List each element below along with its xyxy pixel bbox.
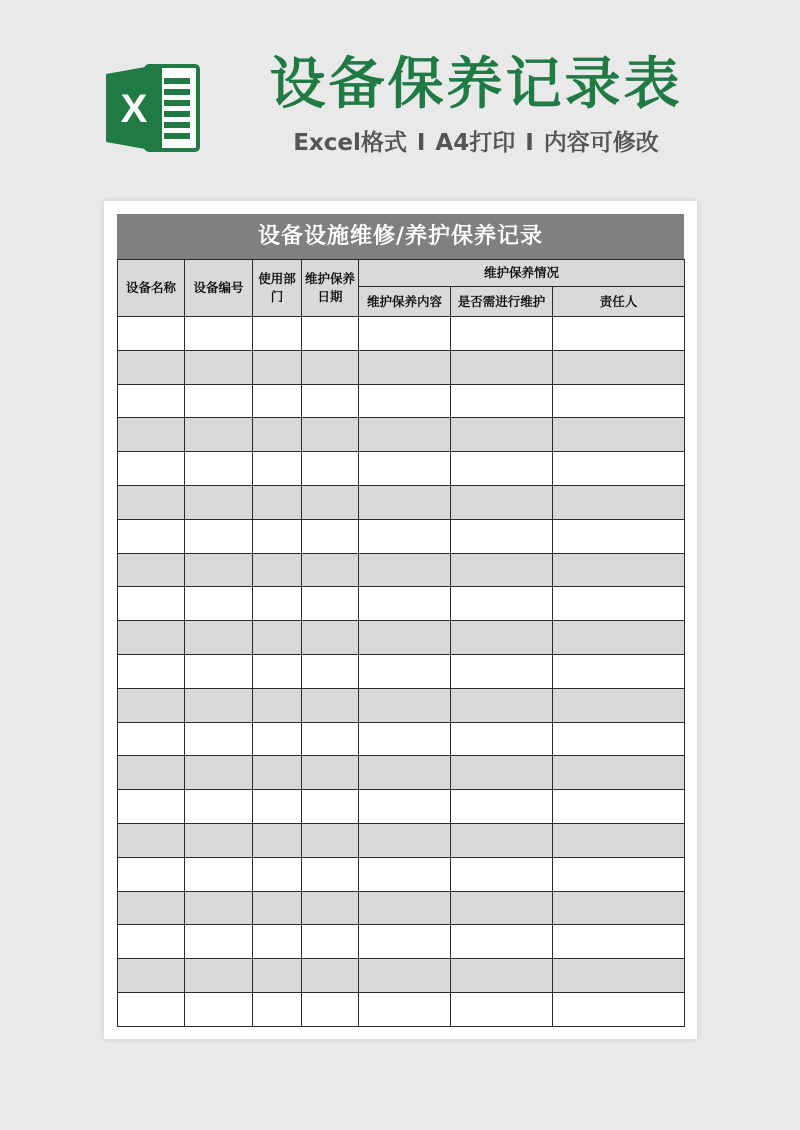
table-row	[118, 688, 685, 722]
table-cell[interactable]	[359, 317, 451, 351]
table-cell[interactable]	[359, 587, 451, 621]
table-cell[interactable]	[553, 688, 685, 722]
table-row	[118, 317, 685, 351]
table-cell[interactable]	[118, 688, 185, 722]
table-cell[interactable]	[185, 384, 253, 418]
table-cell[interactable]	[359, 688, 451, 722]
table-cell[interactable]	[302, 959, 359, 993]
table-cell[interactable]	[185, 553, 253, 587]
table-cell[interactable]	[118, 519, 185, 553]
table-cell[interactable]	[253, 485, 302, 519]
table-cell[interactable]	[118, 823, 185, 857]
table-cell[interactable]	[359, 553, 451, 587]
table-cell[interactable]	[185, 823, 253, 857]
table-cell[interactable]	[359, 925, 451, 959]
table-cell[interactable]	[451, 857, 553, 891]
table-cell[interactable]	[451, 992, 553, 1026]
table-cell[interactable]	[302, 992, 359, 1026]
table-row	[118, 384, 685, 418]
table-cell[interactable]	[253, 587, 302, 621]
table-cell[interactable]	[553, 823, 685, 857]
table-cell[interactable]	[118, 722, 185, 756]
table-cell[interactable]	[451, 519, 553, 553]
table-cell[interactable]	[185, 452, 253, 486]
table-cell[interactable]	[118, 418, 185, 452]
table-row	[118, 925, 685, 959]
table-row	[118, 621, 685, 655]
table-cell[interactable]	[302, 317, 359, 351]
table-cell[interactable]	[302, 418, 359, 452]
table-cell[interactable]	[553, 959, 685, 993]
table-cell[interactable]	[359, 891, 451, 925]
table-cell[interactable]	[553, 790, 685, 824]
subtitle-editable: 内容可修改	[543, 130, 659, 156]
table-cell[interactable]	[253, 519, 302, 553]
table-cell[interactable]	[253, 925, 302, 959]
table-cell[interactable]	[118, 891, 185, 925]
table-cell[interactable]	[553, 992, 685, 1026]
table-cell[interactable]	[451, 418, 553, 452]
table-row	[118, 519, 685, 553]
table-cell[interactable]	[451, 959, 553, 993]
table-cell[interactable]	[185, 317, 253, 351]
table-cell[interactable]	[302, 587, 359, 621]
table-row	[118, 418, 685, 452]
table-cell[interactable]	[302, 891, 359, 925]
table-cell[interactable]	[185, 925, 253, 959]
column-header-need-repair: 是否需进行维护	[451, 287, 553, 317]
table-cell[interactable]	[253, 790, 302, 824]
table-cell[interactable]	[253, 756, 302, 790]
table-cell[interactable]	[451, 587, 553, 621]
table-cell[interactable]	[185, 519, 253, 553]
table-row	[118, 823, 685, 857]
column-header-device-name: 设备名称	[118, 260, 185, 317]
table-cell[interactable]	[451, 317, 553, 351]
table-cell[interactable]	[359, 790, 451, 824]
document-page	[104, 201, 697, 1039]
table-cell[interactable]	[253, 350, 302, 384]
table-cell[interactable]	[118, 621, 185, 655]
table-cell[interactable]	[253, 317, 302, 351]
subtitle-format: Excel格式	[293, 130, 407, 156]
table-cell[interactable]	[451, 485, 553, 519]
table-cell[interactable]	[253, 959, 302, 993]
table-cell[interactable]	[185, 756, 253, 790]
table-cell[interactable]	[359, 452, 451, 486]
table-row	[118, 485, 685, 519]
subtitle-print: A4打印	[435, 130, 516, 156]
table-cell[interactable]	[253, 418, 302, 452]
table-cell[interactable]	[302, 756, 359, 790]
table-cell[interactable]	[302, 350, 359, 384]
table-cell[interactable]	[118, 317, 185, 351]
table-cell[interactable]	[302, 925, 359, 959]
table-cell[interactable]	[553, 384, 685, 418]
table-cell[interactable]	[553, 891, 685, 925]
table-cell[interactable]	[185, 485, 253, 519]
table-cell[interactable]	[451, 621, 553, 655]
table-row	[118, 587, 685, 621]
table-cell[interactable]	[359, 654, 451, 688]
table-cell[interactable]	[553, 485, 685, 519]
table-cell[interactable]	[118, 959, 185, 993]
table-cell[interactable]	[451, 756, 553, 790]
table-row	[118, 350, 685, 384]
table-row	[118, 756, 685, 790]
table-cell[interactable]	[359, 519, 451, 553]
table-cell[interactable]	[118, 553, 185, 587]
table-cell[interactable]	[359, 722, 451, 756]
table-cell[interactable]	[553, 350, 685, 384]
table-cell[interactable]	[553, 756, 685, 790]
excel-icon	[104, 58, 204, 158]
table-cell[interactable]	[359, 857, 451, 891]
table-row	[118, 452, 685, 486]
column-header-use-dept: 使用部门	[253, 260, 302, 317]
table-cell[interactable]	[302, 452, 359, 486]
page-subtitle	[256, 126, 696, 160]
table-cell[interactable]	[185, 621, 253, 655]
table-row	[118, 992, 685, 1026]
table-cell[interactable]	[553, 722, 685, 756]
table-cell[interactable]	[553, 418, 685, 452]
table-cell[interactable]	[451, 688, 553, 722]
table-cell[interactable]	[359, 485, 451, 519]
table-cell[interactable]	[118, 452, 185, 486]
table-cell[interactable]	[185, 350, 253, 384]
table-cell[interactable]	[553, 317, 685, 351]
table-cell[interactable]	[451, 452, 553, 486]
column-header-owner: 责任人	[553, 287, 685, 317]
table-cell[interactable]	[553, 553, 685, 587]
sheet-title: 设备设施维修/养护保养记录	[117, 214, 684, 259]
table-cell[interactable]	[253, 823, 302, 857]
table-cell[interactable]	[118, 350, 185, 384]
table-row	[118, 790, 685, 824]
table-cell[interactable]	[118, 485, 185, 519]
table-cell[interactable]	[185, 654, 253, 688]
table-cell[interactable]	[451, 654, 553, 688]
table-cell[interactable]	[553, 587, 685, 621]
table-body	[118, 317, 685, 1027]
table-cell[interactable]	[302, 384, 359, 418]
table-cell[interactable]	[553, 654, 685, 688]
table-cell[interactable]	[359, 384, 451, 418]
table-cell[interactable]	[118, 384, 185, 418]
table-cell[interactable]	[185, 587, 253, 621]
table-cell[interactable]	[185, 418, 253, 452]
table-cell[interactable]	[451, 891, 553, 925]
table-cell[interactable]	[253, 722, 302, 756]
table-cell[interactable]	[451, 350, 553, 384]
table-cell[interactable]	[359, 959, 451, 993]
table-cell[interactable]	[118, 992, 185, 1026]
table-cell[interactable]	[302, 654, 359, 688]
table-cell[interactable]	[253, 621, 302, 655]
table-cell[interactable]	[553, 925, 685, 959]
table-cell[interactable]	[253, 857, 302, 891]
table-cell[interactable]	[451, 790, 553, 824]
table-cell[interactable]	[118, 925, 185, 959]
table-cell[interactable]	[302, 519, 359, 553]
table-cell[interactable]	[118, 654, 185, 688]
table-cell[interactable]	[553, 621, 685, 655]
table-row	[118, 959, 685, 993]
record-table	[117, 259, 685, 1027]
column-header-device-code: 设备编号	[185, 260, 253, 317]
table-cell[interactable]	[118, 857, 185, 891]
table-cell[interactable]	[451, 823, 553, 857]
table-cell[interactable]	[253, 654, 302, 688]
table-cell[interactable]	[553, 857, 685, 891]
table-cell[interactable]	[185, 722, 253, 756]
excel-logo-letter: X	[120, 87, 148, 131]
table-cell[interactable]	[553, 452, 685, 486]
table-cell[interactable]	[359, 992, 451, 1026]
table-cell[interactable]	[185, 688, 253, 722]
table-cell[interactable]	[302, 553, 359, 587]
table-cell[interactable]	[253, 688, 302, 722]
table-cell[interactable]	[253, 553, 302, 587]
table-cell[interactable]	[451, 553, 553, 587]
table-cell[interactable]	[253, 384, 302, 418]
table-cell[interactable]	[451, 384, 553, 418]
table-cell[interactable]	[185, 857, 253, 891]
table-cell[interactable]	[451, 925, 553, 959]
page-header	[0, 0, 800, 200]
subtitle-separator: I	[416, 130, 426, 156]
table-cell[interactable]	[253, 992, 302, 1026]
column-header-content: 维护保养内容	[359, 287, 451, 317]
table-cell[interactable]	[359, 756, 451, 790]
table-row	[118, 654, 685, 688]
table-cell[interactable]	[302, 485, 359, 519]
column-group-header: 维护保养情况	[359, 260, 685, 287]
table-cell[interactable]	[359, 418, 451, 452]
table-cell[interactable]	[185, 992, 253, 1026]
table-cell[interactable]	[302, 722, 359, 756]
record-sheet	[117, 214, 684, 1026]
table-cell[interactable]	[118, 756, 185, 790]
table-cell[interactable]	[302, 823, 359, 857]
table-cell[interactable]	[302, 790, 359, 824]
table-cell[interactable]	[302, 857, 359, 891]
page-title: 设备保养记录表	[269, 52, 683, 117]
table-row	[118, 857, 685, 891]
table-cell[interactable]	[302, 621, 359, 655]
table-cell[interactable]	[185, 959, 253, 993]
table-cell[interactable]	[118, 790, 185, 824]
subtitle-separator: I	[525, 130, 534, 156]
table-row	[118, 891, 685, 925]
table-cell[interactable]	[185, 891, 253, 925]
table-cell[interactable]	[359, 621, 451, 655]
table-cell[interactable]	[253, 891, 302, 925]
table-cell[interactable]	[118, 587, 185, 621]
table-cell[interactable]	[359, 350, 451, 384]
table-cell[interactable]	[553, 519, 685, 553]
table-cell[interactable]	[253, 452, 302, 486]
table-cell[interactable]	[359, 823, 451, 857]
table-row	[118, 722, 685, 756]
table-cell[interactable]	[185, 790, 253, 824]
table-cell[interactable]	[302, 688, 359, 722]
table-row	[118, 553, 685, 587]
table-cell[interactable]	[451, 722, 553, 756]
column-header-maint-date: 维护保养日期	[302, 260, 359, 317]
